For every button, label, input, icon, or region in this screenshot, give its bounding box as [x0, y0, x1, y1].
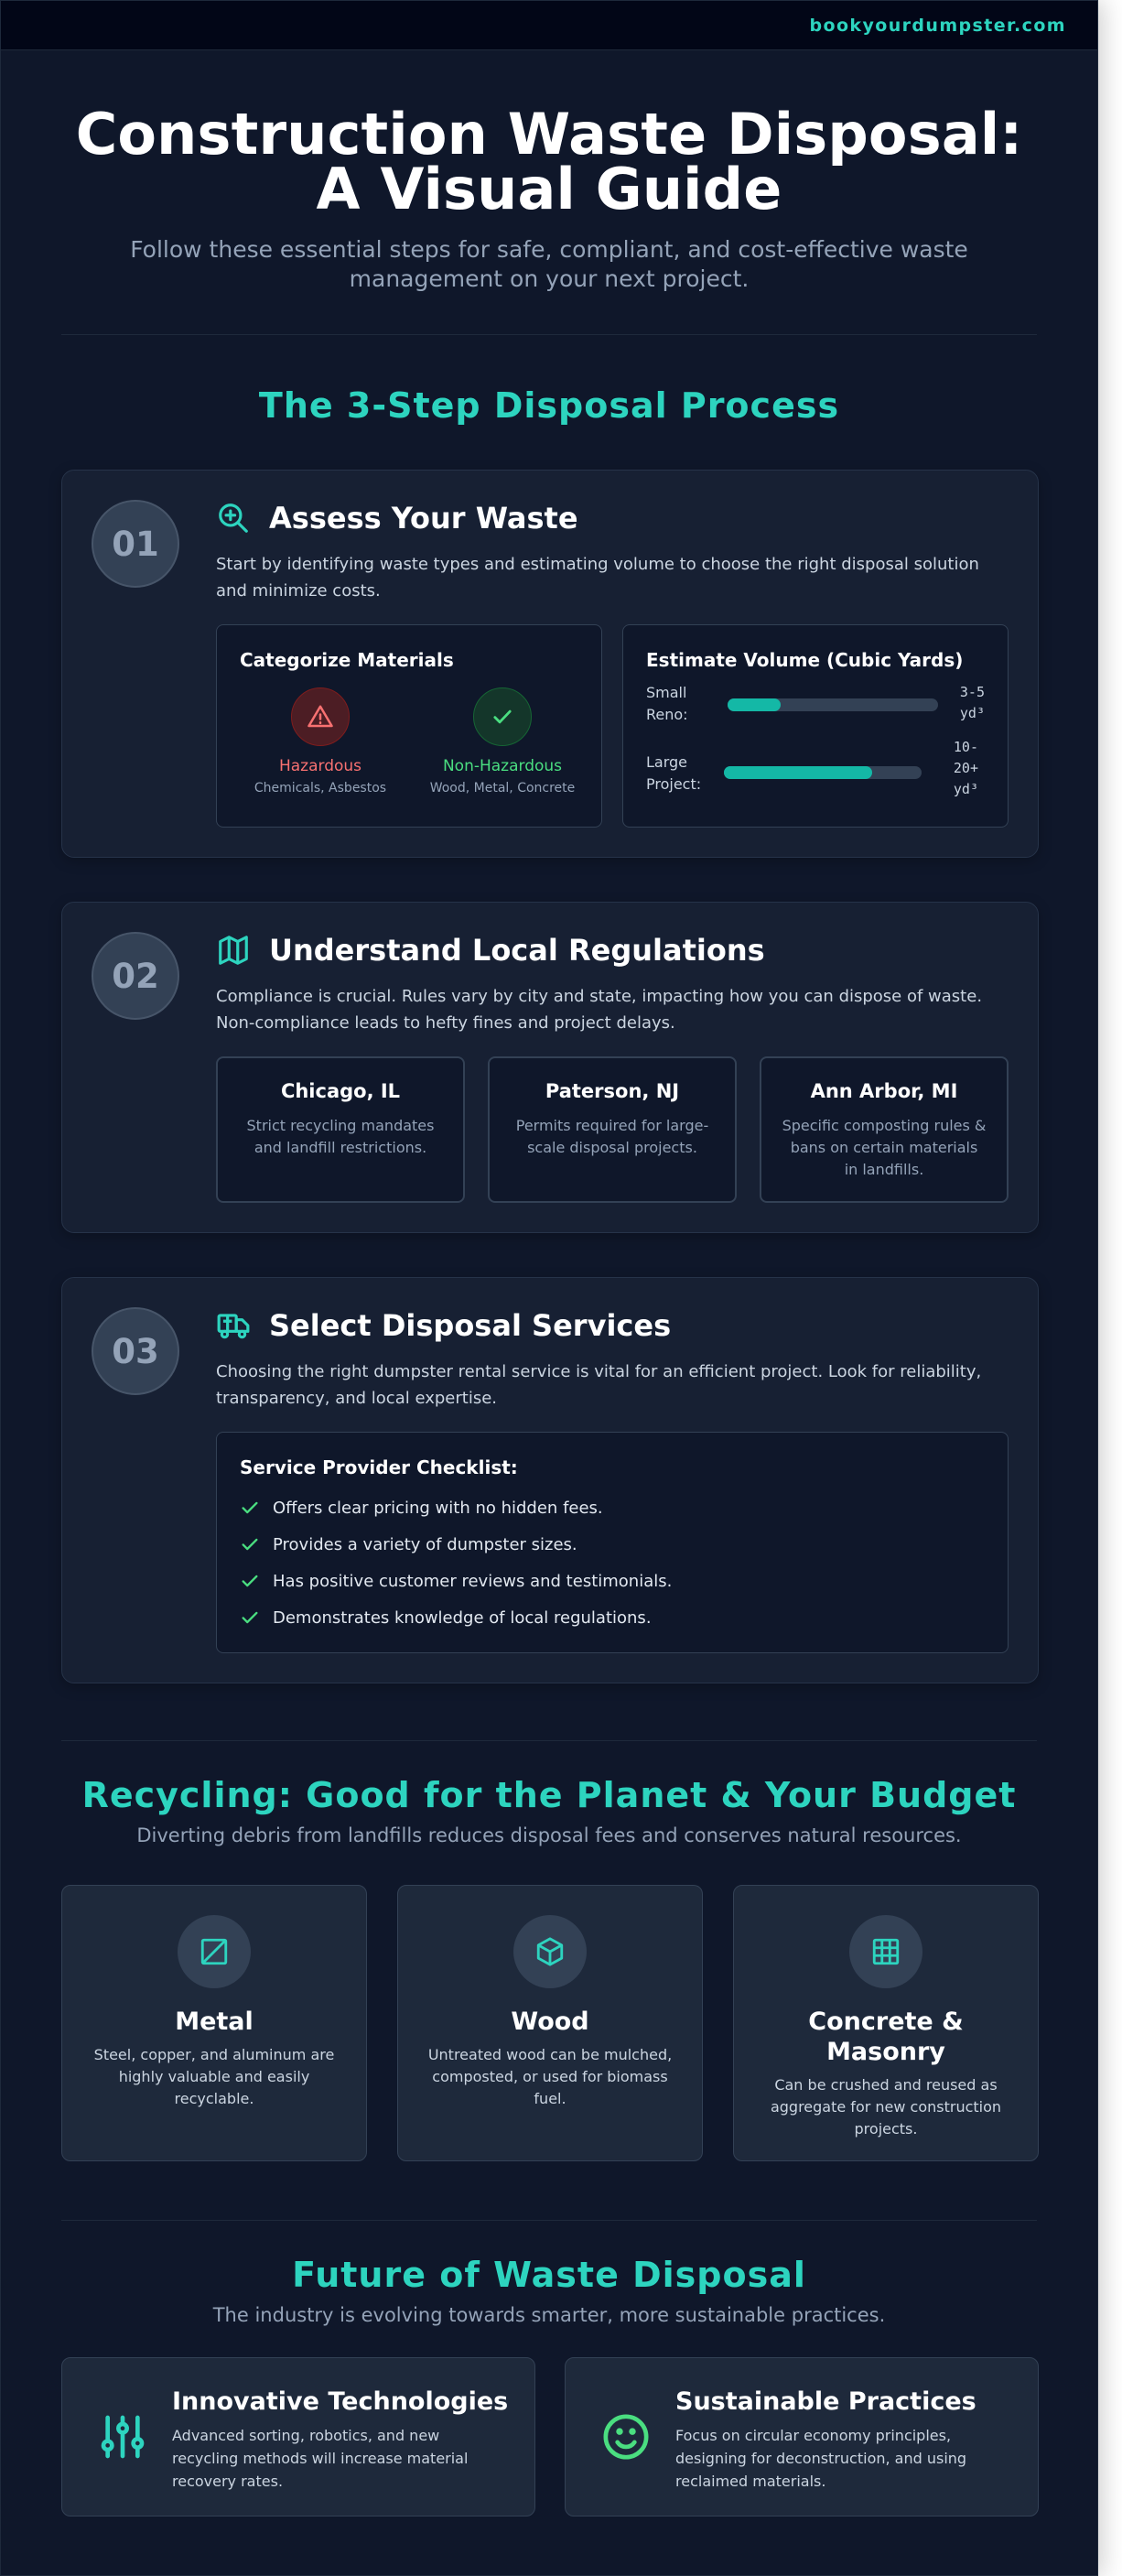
city-name: Ann Arbor, MI [810, 1080, 958, 1102]
step-number: 03 [92, 1307, 179, 1395]
volume-bar-large [724, 766, 922, 779]
city-card-ann-arbor [760, 1056, 1009, 1203]
check-icon [240, 1571, 260, 1591]
future-card-text: Advanced sorting, robotics, and new recycling methods will increase material recovery rates. [172, 2427, 469, 2490]
city-note: Specific composting rules & bans on certain materials in landfills. [782, 1117, 987, 1178]
check-icon [240, 1607, 260, 1628]
process-title: The 3-Step Disposal Process [258, 385, 840, 426]
recycling-card-concrete [733, 1885, 1039, 2161]
volume-label-large: Large Project: [646, 753, 702, 793]
smile-icon [600, 2411, 652, 2462]
metal-icon [178, 1915, 251, 1988]
page-title: Construction Waste Disposal: A Visual Guide [75, 101, 1023, 222]
future-card-title: Sustainable Practices [675, 2387, 976, 2416]
step-description: Compliance is crucial. Rules vary by city and state, impacting how you can dispose of waste. Non-compliance leads to hefty fines and project delays. [216, 987, 983, 1033]
checklist-box [216, 1432, 1009, 1653]
divider [61, 334, 1037, 335]
step-number: 01 [92, 500, 179, 588]
checklist-title: Service Provider Checklist: [240, 1456, 518, 1478]
volume-value-small: 3-5 yd³ [959, 684, 985, 721]
top-bar [1, 1, 1097, 50]
future-subtitle: The industry is evolving towards smarter, more sustainable practices. [212, 2304, 886, 2326]
volume-bar-fill [724, 766, 872, 779]
page-subtitle: Follow these essential steps for safe, compliant, and cost-effective waste management on your next project. [130, 236, 968, 292]
map-icon [216, 933, 251, 968]
divider [61, 2220, 1037, 2221]
check-icon [473, 687, 532, 746]
hero [1, 50, 1097, 294]
category-label: Hazardous [278, 757, 362, 775]
recycling-card-metal [61, 1885, 367, 2161]
future-card-text: Focus on circular economy principles, designing for deconstruction, and using reclaimed materials. [675, 2427, 967, 2490]
volume-box [622, 624, 1009, 828]
recycling-card-text: Untreated wood can be mulched, composted, or used for biomass fuel. [427, 2046, 673, 2107]
truck-icon [216, 1308, 251, 1343]
category-label: Non-Hazardous [442, 757, 563, 775]
city-card-paterson [488, 1056, 737, 1203]
future-card-sustainable [565, 2357, 1039, 2516]
recycling-card-title: Concrete & Masonry [808, 2008, 964, 2066]
checklist-item: Has positive customer reviews and testimonials. [240, 1563, 985, 1599]
categorize-title: Categorize Materials [240, 649, 454, 671]
checklist-item: Provides a variety of dumpster sizes. [240, 1526, 985, 1563]
future-card-technologies [61, 2357, 535, 2516]
city-card-chicago [216, 1056, 465, 1203]
divider [61, 1740, 1037, 1741]
recycling-card-text: Can be crushed and reused as aggregate for new construction projects. [770, 2076, 1002, 2138]
search-plus-icon [216, 501, 251, 536]
categorize-box [216, 624, 602, 828]
future-title: Future of Waste Disposal [292, 2255, 806, 2295]
recycling-card-wood [397, 1885, 703, 2161]
recycling-card-title: Metal [175, 2008, 254, 2036]
step-title: Assess Your Waste [269, 501, 578, 536]
volume-bar-fill [728, 698, 781, 711]
step-title: Select Disposal Services [269, 1308, 672, 1343]
city-name: Chicago, IL [280, 1080, 401, 1102]
step-title: Understand Local Regulations [269, 933, 765, 968]
site-link[interactable]: bookyourdumpster.com [809, 15, 1066, 36]
step-description: Choosing the right dumpster rental service is vital for an efficient project. Look for reliability, transparency, and local expertise. [216, 1362, 982, 1408]
check-icon [240, 1534, 260, 1554]
recycling-subtitle: Diverting debris from landfills reduces disposal fees and conserves natural resources. [136, 1824, 962, 1846]
box-icon [513, 1915, 587, 1988]
step-card-services [61, 1277, 1039, 1683]
city-note: Strict recycling mandates and landfill restrictions. [246, 1117, 435, 1156]
volume-title: Estimate Volume (Cubic Yards) [646, 649, 964, 671]
warning-icon [291, 687, 350, 746]
recycling-title: Recycling: Good for the Planet & Your Budget [81, 1775, 1017, 1815]
volume-label-small: Small Reno: [646, 684, 688, 723]
category-hazardous [229, 687, 412, 796]
volume-value-large: 10- 20+ yd³ [953, 739, 978, 797]
city-name: Paterson, NJ [545, 1080, 680, 1102]
step-card-assess [61, 470, 1039, 858]
category-non-hazardous [411, 687, 594, 796]
sliders-icon [97, 2411, 148, 2462]
recycling-card-text: Steel, copper, and aluminum are highly valuable and easily recyclable. [93, 2046, 335, 2107]
recycling-card-title: Wood [511, 2008, 589, 2036]
step-number: 02 [92, 932, 179, 1020]
volume-bar-small [728, 698, 938, 711]
grid-icon [849, 1915, 922, 1988]
city-list [216, 1056, 1009, 1203]
checklist-item: Offers clear pricing with no hidden fees. [240, 1489, 985, 1526]
checklist-item: Demonstrates knowledge of local regulations. [240, 1599, 985, 1636]
check-icon [240, 1498, 260, 1518]
step-card-regulations [61, 902, 1039, 1233]
future-card-title: Innovative Technologies [172, 2387, 509, 2416]
category-examples: Chemicals, Asbestos [254, 781, 387, 796]
city-note: Permits required for large-scale disposal projects. [515, 1117, 709, 1156]
step-description: Start by identifying waste types and estimating volume to choose the right disposal solution and minimize costs. [216, 555, 979, 601]
category-examples: Wood, Metal, Concrete [429, 781, 576, 796]
